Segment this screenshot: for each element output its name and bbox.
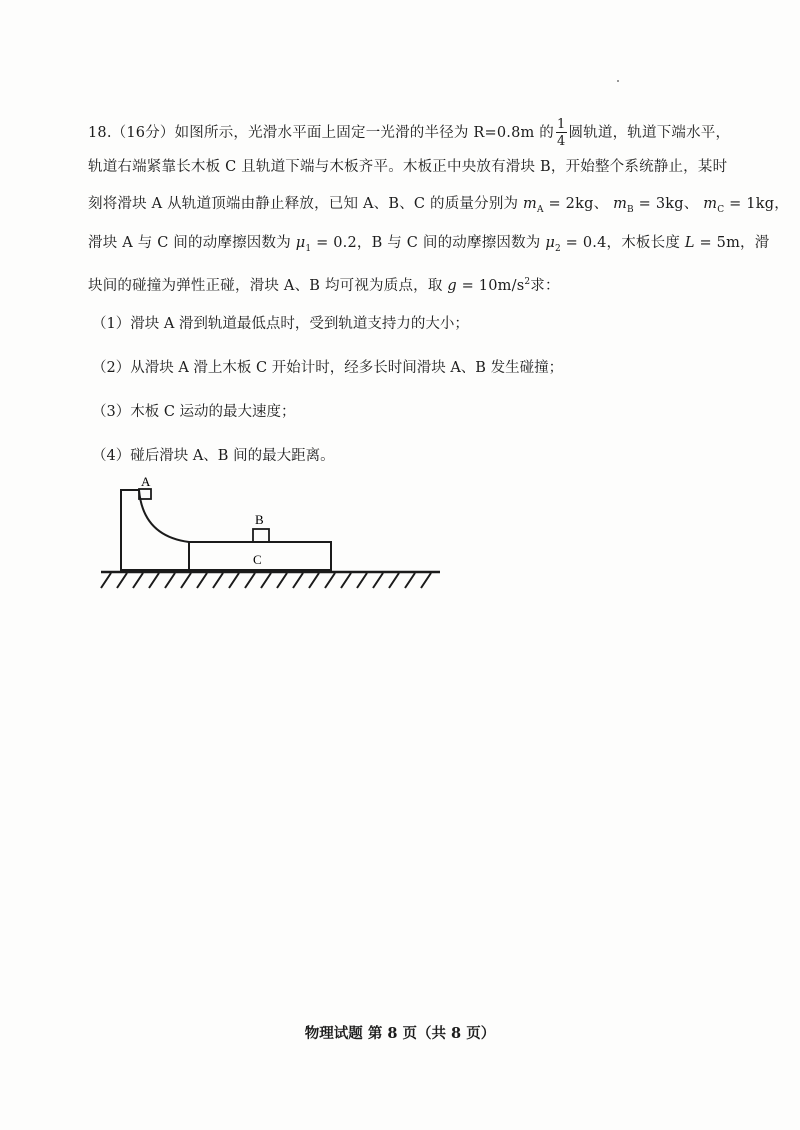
label-b: B: [255, 512, 264, 527]
track-diagram: [95, 470, 455, 600]
hatch-stroke: [373, 573, 383, 588]
quarter-fraction: [556, 118, 566, 148]
hatch-stroke: [133, 573, 143, 588]
question-3: （3）木板 C 运动的最大速度；: [92, 404, 296, 420]
hatch-stroke: [181, 573, 191, 588]
scan-speck: [617, 80, 619, 82]
hatch-stroke: [341, 573, 351, 588]
mass-intro-text: 刻将滑块 A 从轨道顶端由静止释放，已知 A、B、C 的质量分别为: [88, 196, 519, 212]
hatch-stroke: [405, 573, 415, 588]
question-1: （1）滑块 A 滑到轨道最低点时，受到轨道支持力的大小；: [92, 316, 469, 332]
hatch-stroke: [213, 573, 223, 588]
hatch-stroke: [293, 573, 303, 588]
length-text: ，木板长度: [606, 235, 681, 251]
friction-text-2: ，B 与 C 间的动摩擦因数为: [356, 235, 541, 251]
label-c: C: [253, 552, 262, 567]
mass-c: $m_C = 1kg$: [703, 196, 775, 215]
hatch-stroke: [197, 573, 207, 588]
page-footer: 物理试题 第 8 页（共 8 页）: [304, 1025, 496, 1042]
line-tail: ，滑: [740, 235, 770, 251]
hatch-stroke: [261, 573, 271, 588]
hatch-stroke: [229, 573, 239, 588]
hatch-stroke: [117, 573, 127, 588]
quarter-circle-track: [121, 490, 189, 570]
hatch-stroke: [309, 573, 319, 588]
hatch-stroke: [101, 573, 111, 588]
mass-b: $m_B = 3kg$: [613, 196, 684, 215]
label-a: A: [141, 474, 151, 489]
hatch-stroke: [165, 573, 175, 588]
length-value: L = 5m: [684, 235, 741, 251]
hatch-stroke: [245, 573, 255, 588]
question-2: （2）从滑块 A 滑上木板 C 开始计时，经多长时间滑块 A、B 发生碰撞；: [92, 360, 564, 376]
question-4: （4）碰后滑块 A、B 间的最大距离。: [92, 448, 335, 464]
problem-line-2: 轨道右端紧靠长木板 C 且轨道下端与木板齐平。木板正中央放有滑块 B，开始整个系统静止，某时: [88, 159, 728, 175]
problem-intro-text: 18.（16分）如图所示，光滑水平面上固定一光滑的半径为 R=0.8m 的: [88, 125, 555, 141]
mass-a: $m_A = 2kg$: [523, 196, 594, 215]
ground-hatching: [101, 573, 431, 588]
hatch-stroke: [325, 573, 335, 588]
mu1-value: $\mu_1 = 0.2$: [295, 235, 357, 254]
mu2-value: $\mu_2 = 0.4$: [545, 235, 607, 254]
block-b: [253, 529, 269, 542]
fraction-denominator: 4: [557, 134, 566, 149]
hatch-stroke: [357, 573, 367, 588]
problem-line-1: [88, 118, 730, 148]
friction-intro-text: 滑块 A 与 C 间的动摩擦因数为: [88, 235, 291, 251]
collision-text: 块间的碰撞为弹性正碰，滑块 A、B 均可视为质点，取: [88, 278, 443, 294]
separator: 、: [683, 196, 699, 212]
problem-line-3: [88, 192, 789, 215]
hatch-stroke: [277, 573, 287, 588]
hatch-stroke: [149, 573, 159, 588]
problem-line-4: [88, 231, 769, 254]
separator: ，: [774, 196, 789, 212]
hatch-stroke: [421, 573, 431, 588]
problem-line-5: [88, 274, 560, 295]
fraction-numerator: 1: [557, 117, 566, 132]
gravity-value: $g = 10m/s^2$: [447, 277, 531, 294]
problem-intro-text-2: 圆轨道，轨道下端水平，: [568, 125, 731, 141]
hatch-stroke: [389, 573, 399, 588]
separator: 、: [593, 196, 609, 212]
question-lead: 求：: [530, 278, 560, 294]
